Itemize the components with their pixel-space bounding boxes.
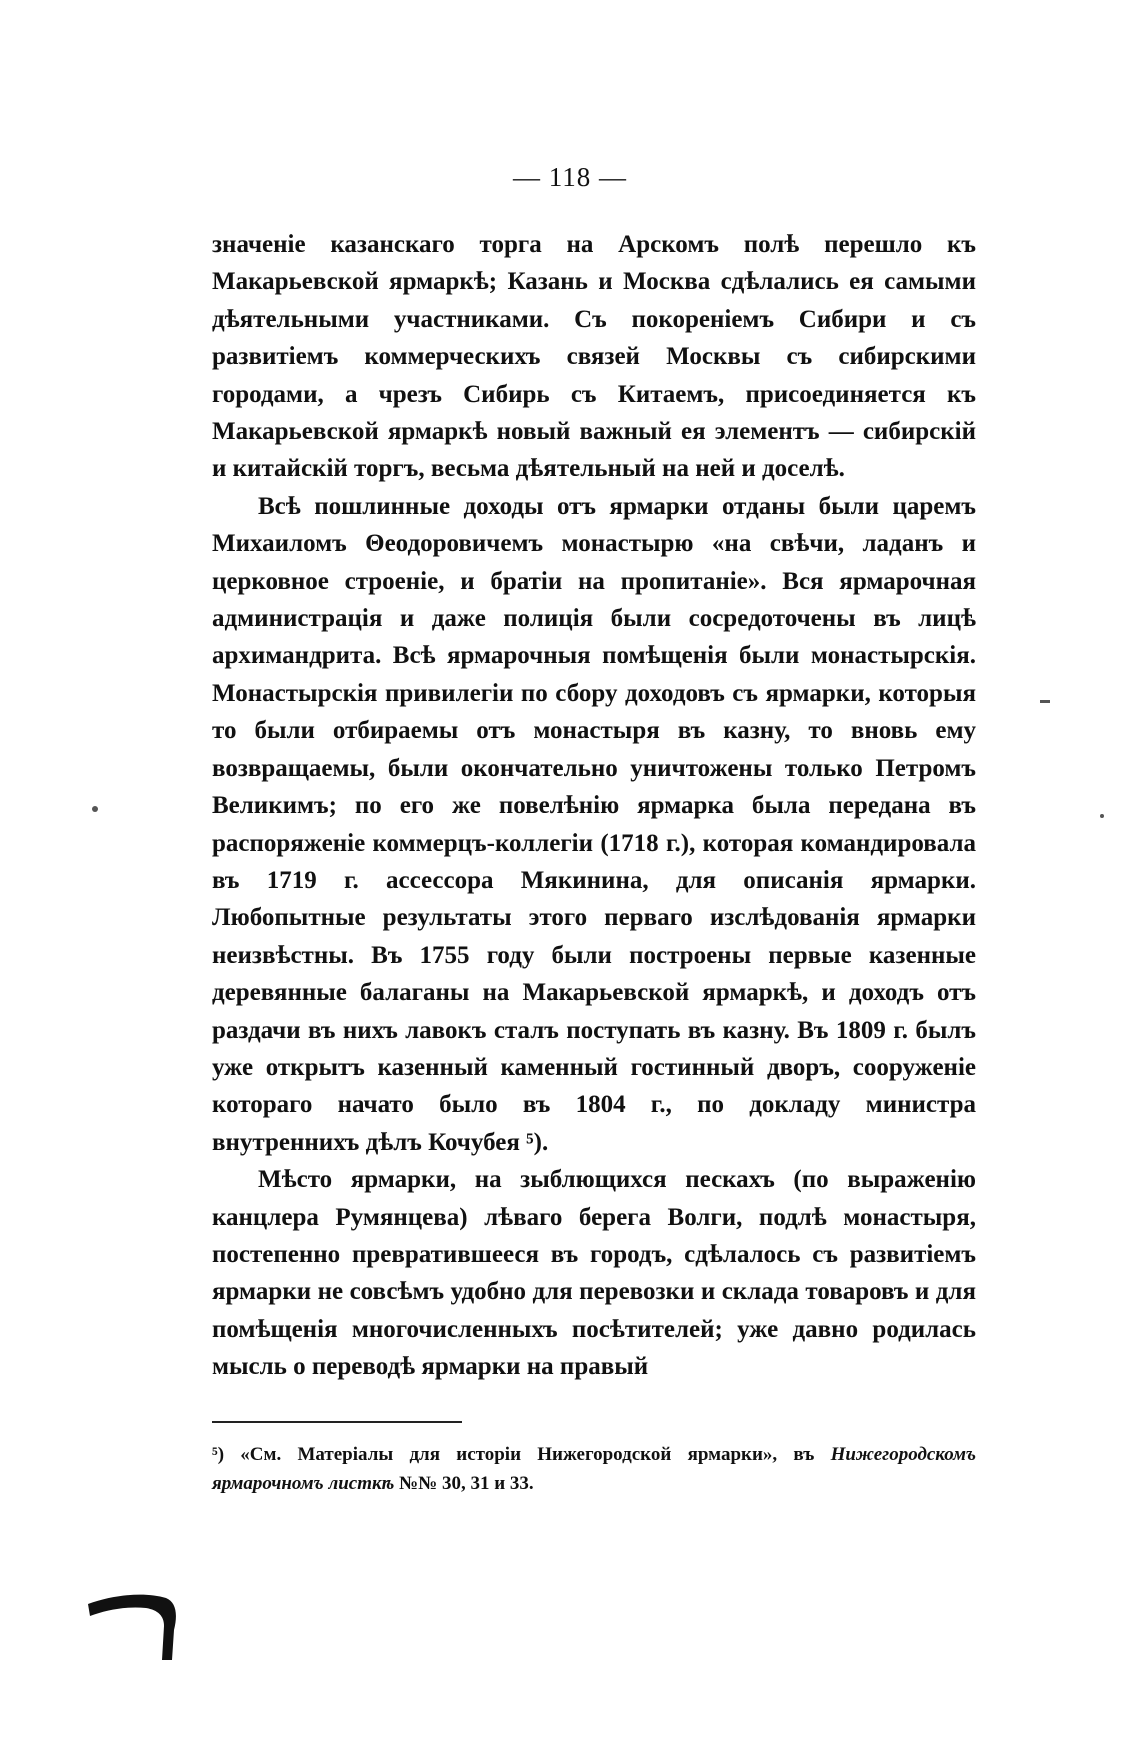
footnote-text-before: «См. Матеріалы для исторіи Нижегородской ярмарки», въ [240, 1444, 815, 1465]
footnote-text-after: №№ 30, 31 и 33. [399, 1473, 534, 1494]
main-text [212, 226, 976, 1386]
page-number: — 118 — [513, 162, 627, 192]
footnote-separator [212, 1421, 462, 1423]
footnote [212, 1440, 976, 1498]
margin-dash-mark [1040, 700, 1050, 703]
margin-dot-mark [92, 806, 98, 812]
footnote-italic-title: Нижегородскомъ ярмарочномъ листкѣ [212, 1444, 977, 1494]
margin-dot-mark-right [1100, 814, 1104, 818]
paragraph-3: Мѣсто ярмарки, на зыблющихся пескахъ (по выраженію канцлера Румянцева) лѣваго берега Волги, подлѣ монастыря, постепенно превратившееся въ городъ, сдѣлалось съ развитіемъ ярмарки не совсѣмъ удобно для перевозки и склада товаровъ и для помѣщенія многочисленныхъ посѣтителей; уже давно родилась мысль о переводѣ ярмарки на правый [212, 1166, 976, 1381]
paragraph-2: Всѣ пошлинные доходы отъ ярмарки отданы были царемъ Михаиломъ Θеодоровичемъ монастырю «на свѣчи, ладанъ и церковное строеніе, и братіи на пропитаніе». Вся ярмарочная администрація и даже полиція были сосредоточены въ лицѣ архимандрита. Всѣ ярмарочныя помѣщенія были монастырскія. Монастырскія привилегіи по сбору доходовъ съ ярмарки, которыя то были отбираемы отъ монастыря въ казну, то вновь ему возвращаемы, были окончательно уничтожены только Петромъ Великимъ; по его же повелѣнію ярмарка была передана въ распоряженіе коммерцъ-коллегіи (1718 г.), которая командировала въ 1719 г. ассессора Мякинина, для описанія ярмарки. Любопытные результаты этого перваго изслѣдованія ярмарки неизвѣстны. Въ 1755 году были построены первые казенные деревянные балаганы на Макарьевской ярмаркѣ, и доходъ отъ раздачи въ нихъ лавокъ сталъ поступать въ казну. Въ 1809 г. былъ уже открытъ казенный каменный гостинный дворъ, сооруженіе котораго начато было въ 1804 г., по докладу министра внутреннихъ дѣлъ Кочубея ⁵). [212, 492, 976, 1156]
ink-hook-mark [86, 1590, 182, 1662]
footnote-marker: ⁵) [212, 1444, 225, 1465]
paragraph-1: значеніе казанскаго торга на Арскомъ полѣ перешло къ Макарьевской ярмаркѣ; Казань и Москва сдѣлались ея самыми дѣятельными участниками. Съ покореніемъ Сибири и съ развитіемъ коммерческихъ связей Москвы съ сибирскими городами, а чрезъ Сибирь съ Китаемъ, присоединяется къ Макарьевской ярмаркѣ новый важный ея элементъ — сибирскій и китайскій торгъ, весьма дѣятельный на ней и доселѣ. [212, 231, 976, 483]
